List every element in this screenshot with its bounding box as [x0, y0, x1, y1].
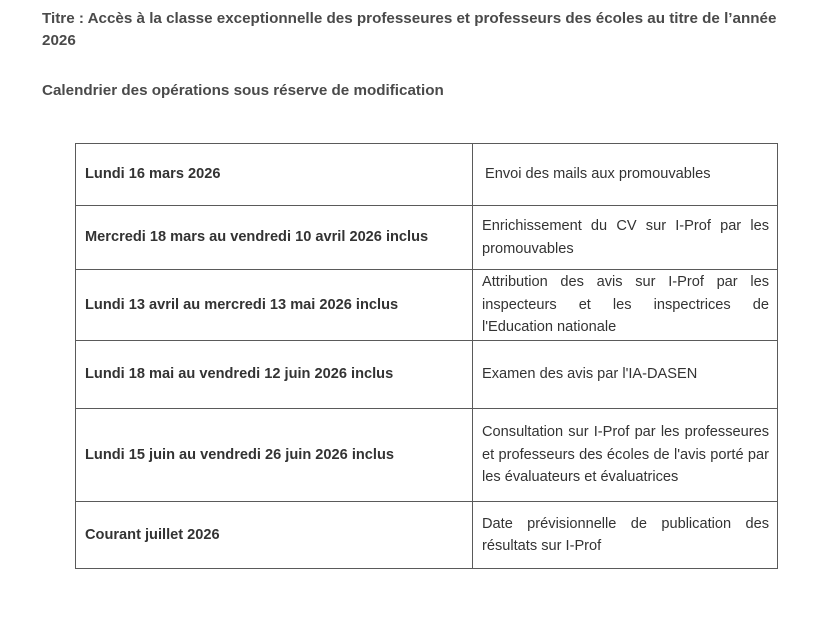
- row-operation: Consultation sur I-Prof par les professeures et professeurs des écoles de l'avis porté par les évaluateurs et évaluatrices: [473, 409, 778, 502]
- row-date: Lundi 13 avril au mercredi 13 mai 2026 inclus: [76, 270, 473, 341]
- row-operation: Examen des avis par l'IA-DASEN: [473, 341, 778, 409]
- document-title: Titre : Accès à la classe exceptionnelle des professeures et professeurs des écoles au titre de l’année 2026: [42, 10, 777, 49]
- row-date: Mercredi 18 mars au vendredi 10 avril 2026 inclus: [76, 206, 473, 270]
- row-operation: Envoi des mails aux promouvables: [473, 144, 778, 206]
- table-row: [76, 206, 778, 270]
- table-row: [76, 341, 778, 409]
- row-date: Lundi 15 juin au vendredi 26 juin 2026 inclus: [76, 409, 473, 502]
- row-operation: Attribution des avis sur I-Prof par les inspecteurs et les inspectrices de l'Education nationale: [473, 270, 778, 341]
- row-date: Lundi 18 mai au vendredi 12 juin 2026 inclus: [76, 341, 473, 409]
- row-date: Courant juillet 2026: [76, 502, 473, 569]
- table-row: [76, 270, 778, 341]
- table-row: [76, 409, 778, 502]
- row-date: Lundi 16 mars 2026: [76, 144, 473, 206]
- row-operation: Enrichissement du CV sur I-Prof par les promouvables: [473, 206, 778, 270]
- table-row: [76, 144, 778, 206]
- table-row: [76, 502, 778, 569]
- calendar-table: [75, 143, 778, 569]
- row-operation: Date prévisionnelle de publication des résultats sur I-Prof: [473, 502, 778, 569]
- calendar-subtitle: Calendrier des opérations sous réserve de modification: [42, 82, 444, 99]
